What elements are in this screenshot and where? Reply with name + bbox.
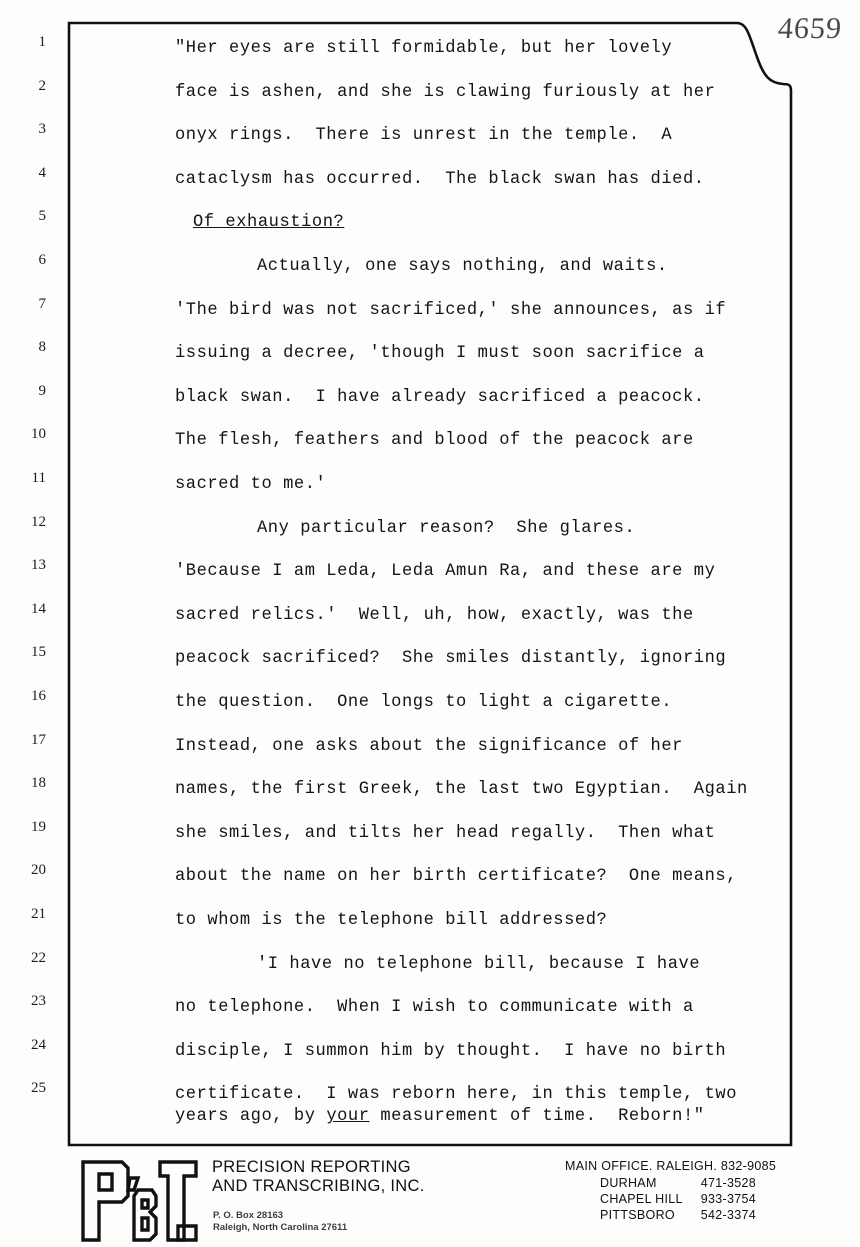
line-number: 13 [31, 557, 46, 574]
line-number: 9 [38, 382, 46, 399]
transcript-line: issuing a decree, 'though I must soon sacrifice a [175, 344, 705, 364]
transcript-line: Actually, one says nothing, and waits. [257, 257, 668, 276]
office-phone: 471-3528 [700, 1176, 756, 1190]
underlined-word: your [326, 1107, 370, 1127]
line-number: 5 [38, 208, 46, 225]
branch-office-table [600, 1176, 756, 1224]
transcript-line: disciple, I summon him by thought. I have no birth [175, 1041, 727, 1061]
line-number: 12 [31, 513, 46, 530]
line-number: 19 [31, 818, 46, 835]
company-address [213, 1210, 347, 1233]
line-number: 6 [38, 252, 46, 268]
transcript-line: face is ashen, and she is clawing furiously at her [175, 82, 716, 102]
office-phone-list [565, 1159, 776, 1224]
line-number: 8 [38, 339, 46, 356]
line-number: 24 [31, 1036, 46, 1053]
transcript-line: she smiles, and tilts her head regally. Then what [175, 823, 716, 843]
page-footer [0, 1152, 860, 1247]
transcript-line: "Her eyes are still formidable, but her lovely [175, 39, 673, 58]
transcript-body [67, 21, 793, 1147]
office-phone: 933-3754 [700, 1192, 756, 1206]
pt-logo-svg [78, 1156, 200, 1244]
line-number: 2 [38, 77, 46, 94]
transcript-line: no telephone. When I wish to communicate with a [175, 998, 694, 1018]
line-number: 1 [38, 34, 46, 50]
office-city: PITTSBORO [600, 1208, 675, 1222]
line-number: 20 [31, 862, 46, 879]
transcript-line: the question. One longs to light a cigarette. [175, 693, 673, 712]
line-number: 7 [38, 295, 46, 312]
line-number-gutter [0, 34, 62, 1124]
office-city: DURHAM [600, 1176, 657, 1190]
line-number: 15 [31, 644, 46, 661]
transcript-line: to whom is the telephone bill addressed? [175, 911, 608, 930]
transcript-line: 'I have no telephone bill, because I have [257, 954, 701, 974]
transcript-line: sacred relics.' Well, uh, how, exactly, was the [175, 605, 694, 625]
line-number: 22 [31, 949, 46, 966]
office-row [600, 1176, 756, 1192]
line-number: 4 [38, 164, 46, 181]
transcript-line: peacock sacrificed? She smiles distantly, ignoring [175, 649, 727, 669]
transcript-line: names, the first Greek, the last two Egyptian. Again [175, 780, 748, 800]
main-office-phone: MAIN OFFICE. RALEIGH. 832-9085 [565, 1159, 777, 1173]
transcript-line: years ago, by your measurement of time. Reborn!" [175, 1107, 705, 1127]
line-number: 14 [31, 600, 46, 617]
transcript-line: Any particular reason? She glares. [257, 518, 636, 538]
company-name-line-2: AND TRANSCRIBING, INC. [212, 1177, 425, 1195]
line-number: 23 [31, 993, 46, 1010]
transcript-line: black swan. I have already sacrificed a peacock. [175, 387, 705, 407]
address-line-2: Raleigh, North Carolina 27611 [213, 1221, 348, 1233]
line-number: 17 [31, 731, 46, 748]
transcript-line: 'Because I am Leda, Leda Amun Ra, and these are my [175, 562, 716, 582]
office-city: CHAPEL HILL [600, 1192, 683, 1206]
line-number: 16 [31, 688, 46, 704]
transcript-line: Instead, one asks about the significance of her [175, 736, 683, 756]
office-row [600, 1192, 756, 1208]
pt-logo-icon [78, 1156, 200, 1244]
address-line-1: P. O. Box 28163 [213, 1210, 284, 1221]
company-name-line-1: PRECISION REPORTING [212, 1158, 411, 1176]
company-name [212, 1158, 425, 1196]
transcript-line: onyx rings. There is unrest in the temple. A [175, 126, 673, 146]
line-number: 21 [31, 906, 46, 922]
underlined-text: Of exhaustion? [193, 213, 345, 233]
transcript-line [67, 213, 793, 232]
transcript-line: certificate. I was reborn here, in this temple, two [175, 1085, 738, 1105]
office-phone: 542-3374 [700, 1208, 756, 1222]
line-number: 25 [31, 1080, 46, 1097]
office-row [600, 1208, 756, 1224]
transcript-line: The flesh, feathers and blood of the peacock are [175, 431, 694, 451]
transcript-line: cataclysm has occurred. The black swan has died. [175, 169, 705, 189]
page-number-stamp: 4659 [776, 12, 844, 45]
line-number: 3 [38, 121, 46, 138]
transcript-line: about the name on her birth certificate? One means, [175, 867, 738, 887]
transcript-line: 'The bird was not sacrificed,' she announces, as if [175, 300, 727, 320]
line-number: 18 [31, 775, 46, 792]
transcript-line: sacred to me.' [175, 475, 327, 494]
line-number: 10 [31, 426, 46, 443]
line-number: 11 [31, 470, 46, 486]
